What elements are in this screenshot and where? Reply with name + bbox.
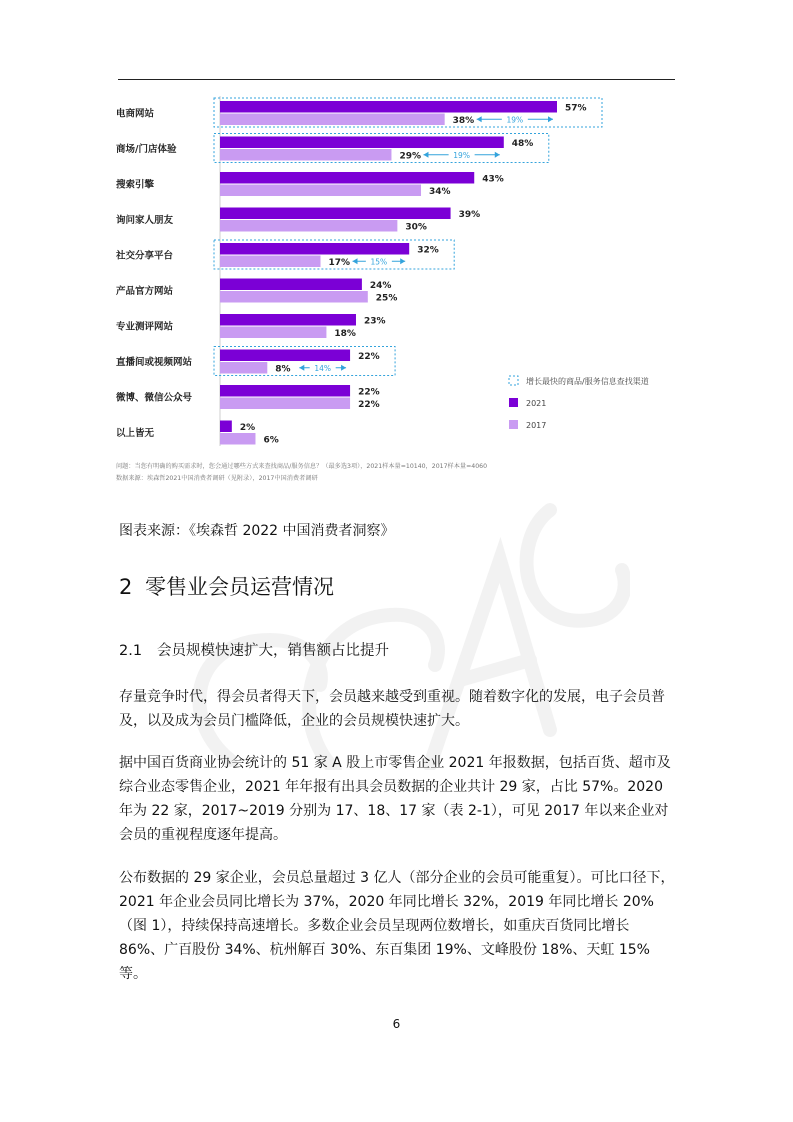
- bar-2021: [220, 101, 557, 113]
- value-label-2021: 48%: [511, 139, 534, 149]
- value-label-2021: 43%: [482, 174, 504, 185]
- legend-swatch-highlight: [509, 376, 518, 385]
- gap-label: 14%: [314, 363, 332, 373]
- section-title: 零售业会员运营情况: [145, 575, 334, 599]
- chart-source-note: 数据来源：埃森哲2021中国消费者调研（见附录），2017中国消费者调研: [116, 475, 318, 482]
- value-label-2021: 23%: [363, 316, 386, 327]
- value-label-2021: 2%: [239, 423, 256, 433]
- category-label: 商场/门店体验: [116, 144, 177, 155]
- section-number: 2: [119, 575, 133, 599]
- chart-caption: 图表来源：《埃森哲 2022 中国消费者洞察》: [119, 523, 395, 539]
- value-label-2017: 29%: [399, 151, 422, 162]
- category-label: 社交分享平台: [116, 250, 174, 262]
- bar-2017: [220, 149, 391, 161]
- value-label-2017: 18%: [334, 329, 356, 339]
- category-label: 以上皆无: [116, 428, 155, 439]
- bar-2021: [220, 208, 451, 220]
- bar-2017: [220, 433, 255, 445]
- value-label-2017: 6%: [263, 435, 279, 446]
- legend-label-2017: 2017: [526, 421, 547, 430]
- bar-2021: [220, 172, 474, 184]
- value-label-2021: 39%: [458, 210, 481, 220]
- value-label-2017: 8%: [275, 364, 291, 375]
- category-label: 产品官方网站: [116, 286, 174, 297]
- legend-label-highlight: 增长最快的商品/服务信息查找渠道: [526, 377, 649, 386]
- value-label-2021: 22%: [358, 387, 380, 398]
- value-label-2021: 22%: [358, 352, 380, 362]
- bar-2017: [220, 114, 445, 126]
- bar-2021: [220, 137, 504, 149]
- gap-arrow-head: [353, 258, 358, 264]
- section-heading: [119, 571, 334, 601]
- value-label-2017: 25%: [375, 293, 398, 304]
- bar-chart: [110, 88, 690, 488]
- paragraph: 据中国百货商业协会统计的 51 家 A 股上市零售企业 2021 年报数据，包括百货、超市及综合业态零售企业，2021 年年报有出具会员数据的企业共计 29 家，占比 57%。2020 年为 22 家，2017~2019 分别为 17、18、17 家（表 2-1），可见 2017 年以来企业对会员的重视程度逐年提高。: [119, 755, 671, 843]
- bar-2017: [220, 362, 267, 374]
- gap-arrow-head: [495, 152, 500, 158]
- category-label: 电商网站: [116, 108, 155, 120]
- bar-2017: [220, 185, 421, 197]
- page-number: 6: [392, 1017, 401, 1031]
- subsection-number: 2.1: [119, 643, 143, 659]
- bar-2021: [220, 279, 362, 291]
- value-label-2017: 34%: [429, 187, 451, 197]
- gap-arrow-head: [299, 365, 304, 371]
- bar-2017: [220, 327, 326, 339]
- gap-label: 19%: [453, 150, 470, 160]
- bar-2021: [220, 350, 350, 362]
- paragraph: 公布数据的 29 家企业，会员总量超过 3 亿人（部分企业的会员可能重复）。可比口径下，2021 年企业会员同比增长为 37%，2020 年同比增长 32%，2019 年同比增长 20%（图 1），持续保持高速增长。多数企业会员呈现两位数增长，如重庆百货同比增长 86%、广百股份 34%、杭州解百 30%、东百集团 19%、文峰股份 18%、天虹 15% 等。: [119, 870, 675, 982]
- bar-2017: [220, 398, 350, 410]
- bar-2017: [220, 291, 368, 303]
- value-label-2017: 17%: [328, 258, 351, 268]
- bar-2017: [220, 220, 397, 232]
- value-label-2017: 30%: [405, 222, 427, 233]
- subsection-title: 会员规模快速扩大，销售额占比提升: [157, 643, 389, 659]
- bar-2021: [220, 421, 232, 433]
- category-label: 专业测评网站: [116, 321, 174, 333]
- subsection-heading: [119, 639, 389, 660]
- gap-arrow-head: [341, 365, 346, 371]
- value-label-2021: 24%: [369, 281, 392, 291]
- category-label: 直播间或视频网站: [116, 357, 193, 368]
- header-rule: [118, 79, 675, 80]
- gap-label: 19%: [506, 115, 524, 125]
- bar-2021: [220, 314, 356, 326]
- gap-arrow-head: [548, 116, 553, 122]
- category-label: 询问家人朋友: [116, 215, 174, 226]
- value-label-2017: 38%: [452, 116, 475, 126]
- paragraph: 存量竞争时代，得会员者得天下，会员越来越受到重视。随着数字化的发展，电子会员普及，以及成为会员门槛降低，企业的会员规模快速扩大。: [119, 689, 665, 729]
- category-label: 微博、微信公众号: [116, 392, 193, 404]
- bar-2021: [220, 243, 409, 255]
- chart-note: 问题：当您有明确的购买需求时，您会通过哪些方式来查找商品/服务信息？（最多选3项），2021样本量=10140，2017样本量=4060: [116, 463, 488, 470]
- gap-arrow-head: [477, 116, 482, 122]
- legend-swatch-2017: [509, 420, 518, 429]
- gap-arrow-head: [423, 152, 428, 158]
- bar-2021: [220, 385, 350, 397]
- bar-2017: [220, 256, 321, 268]
- value-label-2021: 32%: [417, 245, 439, 256]
- category-label: 搜索引擎: [116, 179, 155, 191]
- gap-label: 15%: [370, 257, 388, 267]
- value-label-2021: 57%: [565, 103, 587, 114]
- legend-label-2021: 2021: [526, 399, 547, 408]
- gap-arrow-head: [400, 258, 405, 264]
- value-label-2017: 22%: [358, 400, 380, 410]
- legend-swatch-2021: [509, 398, 518, 407]
